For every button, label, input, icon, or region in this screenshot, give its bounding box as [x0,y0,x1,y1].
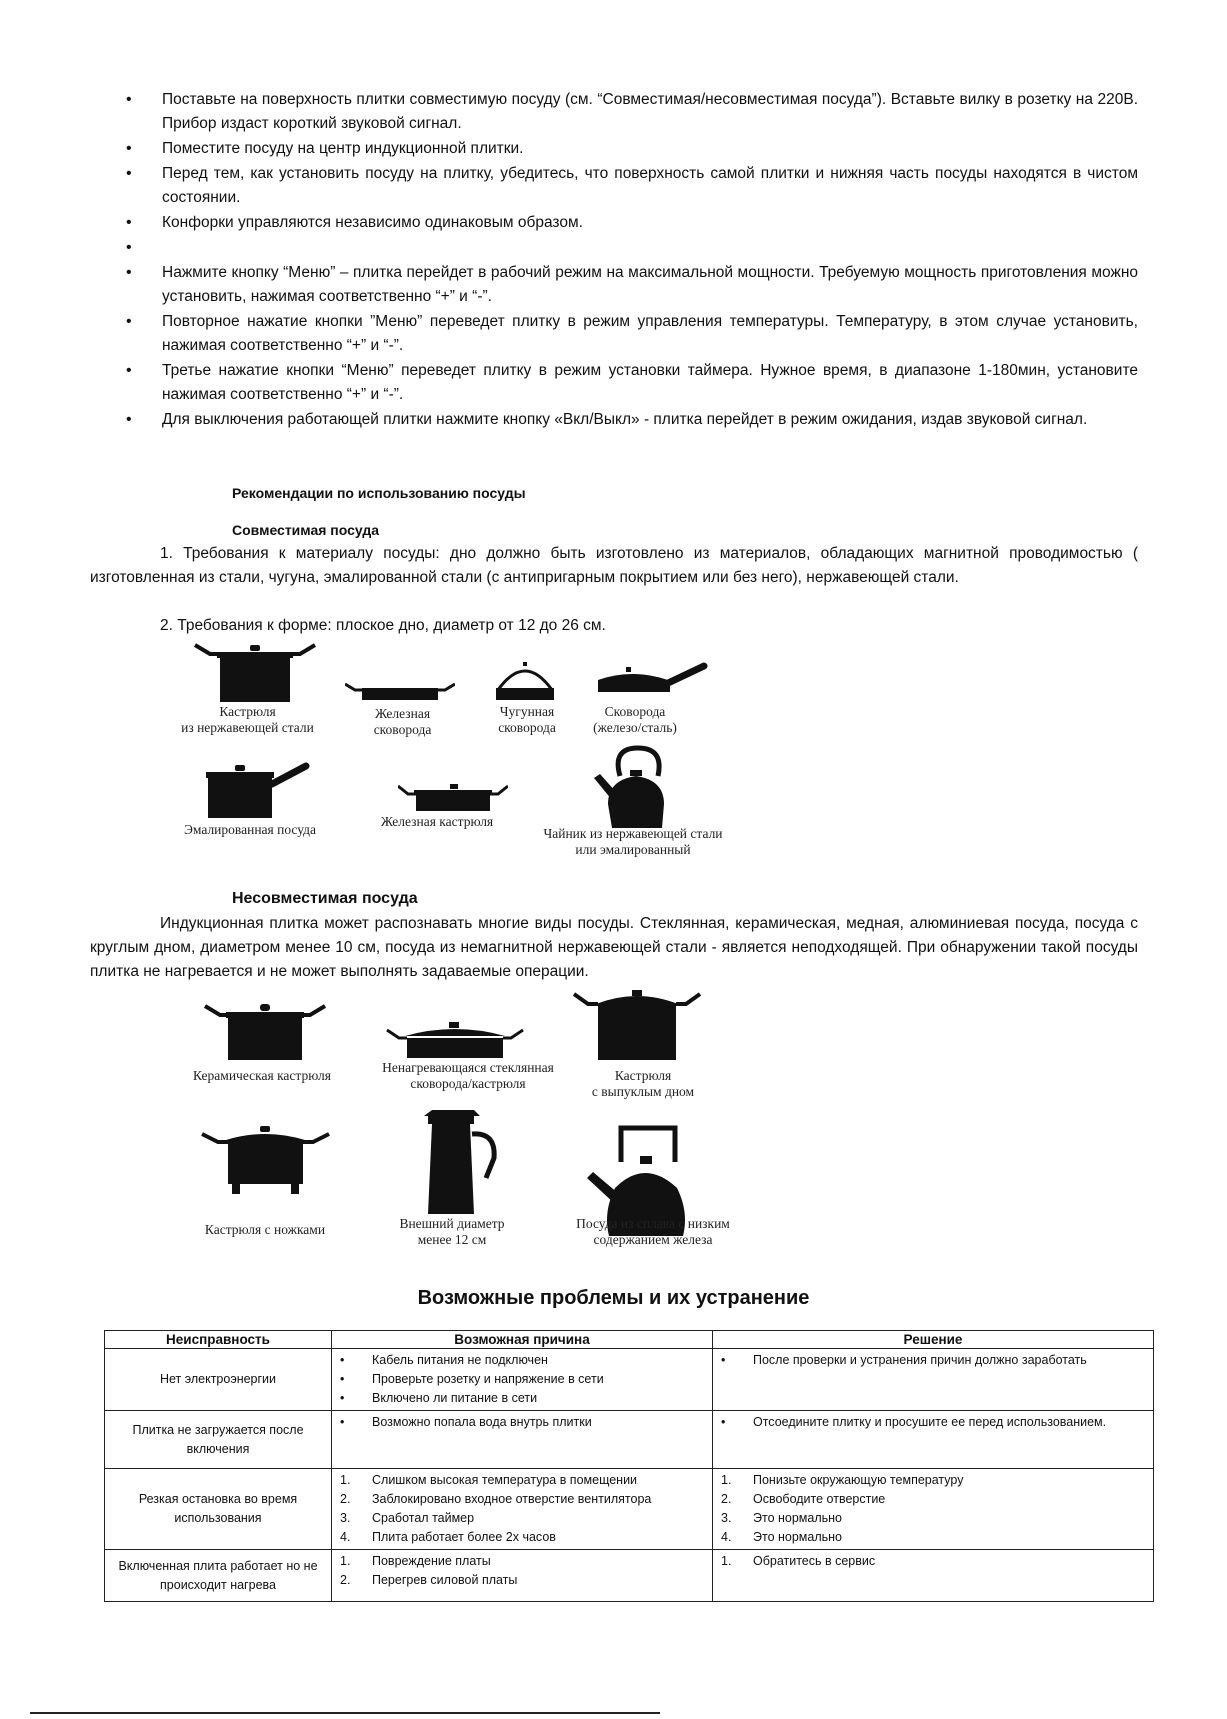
instruction-item: • Поместите посуду на центр индукционной плитки. [126,137,1138,161]
cause-cell [332,1469,713,1550]
solution-cell [713,1411,1154,1469]
list-item: • Отсоедините плитку и просушите ее перед использованием. [719,1413,1147,1432]
instruction-item: • Повторное нажатие кнопки ”Меню” переведет плитку в режим управления температуры. Температуру, в этом случае установить, нажимая соответственно “+” и “-”. [126,310,1138,358]
list-item: • Кабель питания не подключен [338,1351,706,1370]
list-item: 1. Понизьте окружающую температуру [721,1473,964,1487]
compatible-req-material: 1. Требования к материалу посуды: дно должно быть изготовлено из материалов, обладающих магнитной проводимостью ( изготовленная из стали, чугуна, эмалированной стали (с антипригарным покрытием или без него), нержавеющей стали. [90,545,1138,586]
caption-stainless-pot: Кастрюля из нержавеющей стали [181,704,314,735]
stainless-pot-illustration [190,640,320,705]
fault-cell: Резкая остановка во время использования [105,1469,332,1550]
caption-glass: Ненагревающаяся стеклянная сковорода/кастрюля [382,1060,554,1091]
narrow-jug-illustration [420,1108,500,1216]
caption-iron-pot: Железная кастрюля [380,814,494,829]
table-row [105,1550,1154,1602]
legged-pot-illustration [198,1122,333,1196]
instruction-item: • Поставьте на поверхность плитки совместимую посуду (см. “Совместимая/несовместимая посуда”). Вставьте вилку в розетку на 220В. Прибор издаст короткий звуковой сигнал. [126,88,1138,136]
instruction-item: • Для выключения работающей плитки нажмите кнопку «Вкл/Выкл» - плитка перейдет в режим ожидания, издав звуковой сигнал. [126,408,1138,432]
compatible-title: Совместимая посуда [232,522,380,538]
list-item: 2. Заблокировано входное отверстие вентилятора [340,1492,652,1506]
compatible-req-shape: 2. Требования к форме: плоское дно, диаметр от 12 до 26 см. [160,617,606,634]
cast-iron-pan-illustration [490,660,560,702]
fault-cell: Включенная плита работает но не происходит нагрева [105,1550,332,1602]
cause-cell [332,1550,713,1602]
list-item: 1. Обратитесь в сервис [721,1554,876,1568]
caption-ceramic-pot: Керамическая кастрюля [193,1068,331,1083]
iron-pan-illustration [345,680,455,704]
convex-pot-illustration [572,990,702,1062]
kettle-illustration [592,744,682,828]
list-item: 2. Перегрев силовой платы [340,1573,518,1587]
caption-kettle: Чайник из нержавеющей стали или эмалированный [543,826,723,857]
list-item: 2. Освободите отверстие [721,1492,886,1506]
instruction-item: • Нажмите кнопку “Меню” – плитка перейдет в рабочий режим на максимальной мощности. Требуемую мощность приготовления можно установить, нажимая соответственно “+” и “-”. [126,261,1138,309]
header-fault: Неисправность [105,1331,332,1349]
table-row [105,1469,1154,1550]
troubleshooting-table [104,1330,1154,1602]
list-item: 1. Слишком высокая температура в помещении [340,1473,638,1487]
caption-low-iron: Посуда из сплава с низким содержанием железа [576,1216,730,1247]
ceramic-pot-illustration [200,1000,330,1062]
caption-small-diameter: Внешний диаметр менее 12 см [399,1216,505,1247]
instruction-list [126,88,1138,433]
solution-cell [713,1469,1154,1550]
incompatible-text: Индукционная плитка может распознавать многие виды посуды. Стеклянная, керамическая, медная, алюминиевая посуда, посуда с круглым дном, диаметром менее 10 см, посуда из немагнитной нержавеющей стали - является неподходящей. При обнаружении такой посуды плитка не нагревается и не может выполнять задаваемые операции. [90,915,1138,980]
list-item: 3. Сработал таймер [340,1511,475,1525]
list-item: 4. Это нормально [721,1530,843,1544]
footer-divider [30,1712,660,1714]
caption-legged-pot: Кастрюля с ножками [204,1222,326,1237]
caption-convex-pot: Кастрюля с выпуклым дном [591,1068,695,1099]
instruction-item: • Конфорки управляются независимо одинаковым образом. [126,211,1138,235]
list-item: • Включено ли питание в сети [338,1389,706,1408]
caption-skillet: Сковорода (железо/сталь) [593,704,677,735]
solution-cell [713,1349,1154,1411]
list-item: • Проверьте розетку и напряжение в сети [338,1370,706,1389]
instruction-item: • Третье нажатие кнопки “Меню” переведет плитку в режим установки таймера. Нужное время, в диапазоне 1-180мин, установите нажимая соответственно “+” и “-”. [126,359,1138,407]
table-row [105,1349,1154,1411]
incompatible-title: Несовместимая посуда [232,890,418,907]
list-item: 4. Плита работает более 2х часов [340,1530,556,1544]
header-cause: Возможная причина [332,1331,713,1349]
list-item: • Возможно попала вода внутрь плитки [338,1413,706,1432]
recommendations-title: Рекомендации по использованию посуды [232,485,526,501]
instruction-item: • Перед тем, как установить посуду на плитку, убедитесь, что поверхность самой плитки и нижняя часть посуды находятся в чистом состоянии. [126,162,1138,210]
iron-pot-illustration [398,780,508,814]
caption-cast-iron-pan: Чугунная сковорода [498,704,556,735]
fault-cell: Нет электроэнергии [105,1349,332,1411]
table-header-row [105,1331,1154,1349]
cause-cell [332,1349,713,1411]
troubleshooting-title: Возможные проблемы и их устранение [417,1287,810,1309]
list-item: 1. Повреждение платы [340,1554,491,1568]
table-row [105,1411,1154,1469]
list-item: • После проверки и устранения причин должно заработать [719,1351,1147,1370]
fault-cell: Плитка не загружается после включения [105,1411,332,1469]
caption-enamel: Эмалированная посуда [183,822,317,837]
enamel-pot-illustration [198,758,348,820]
solution-cell [713,1550,1154,1602]
header-solution: Решение [713,1331,1154,1349]
list-item: 3. Это нормально [721,1511,843,1525]
skillet-illustration [592,660,712,700]
instruction-item [126,236,1138,260]
caption-iron-pan: Железная сковорода [373,706,432,737]
glass-pan-illustration [385,1020,525,1062]
cause-cell [332,1411,713,1469]
